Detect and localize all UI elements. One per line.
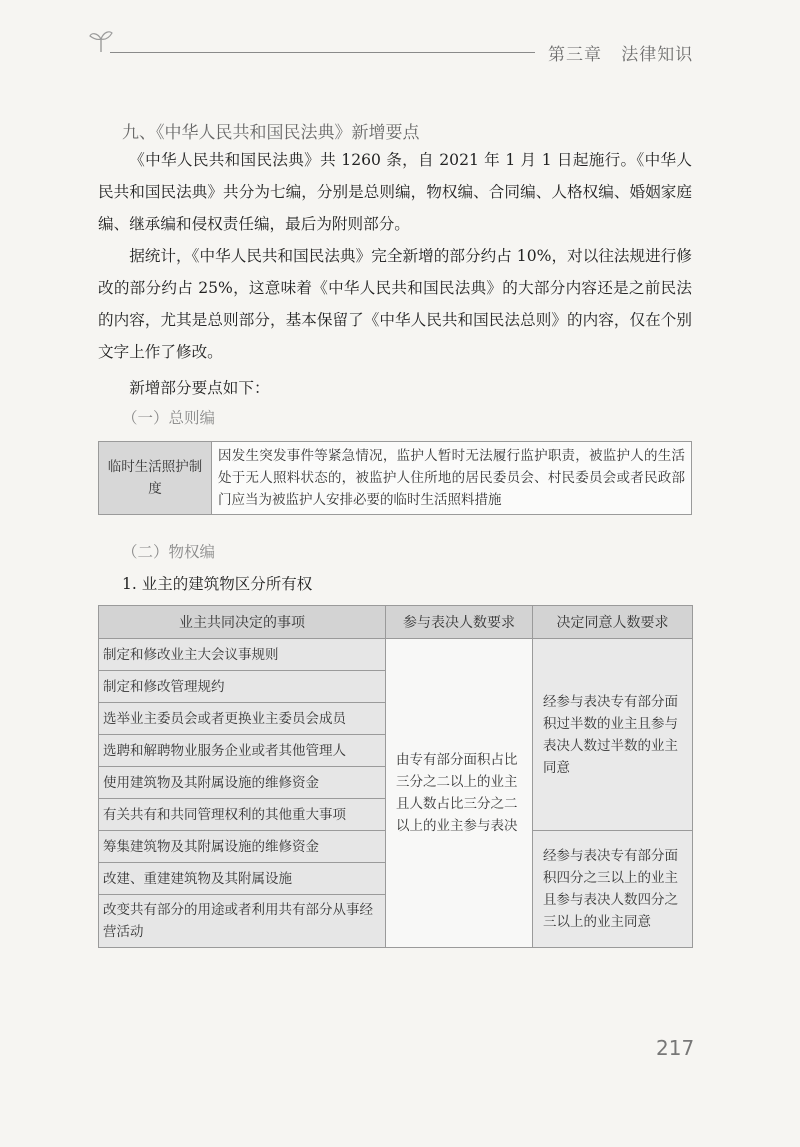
matter-item: 使用建筑物及其附属设施的维修资金: [99, 767, 386, 799]
participation-requirement: 由专有部分面积占比三分之二以上的业主且人数占比三分之二以上的业主参与表决: [386, 639, 533, 948]
matter-item: 制定和修改业主大会议事规则: [99, 639, 386, 671]
chapter-heading: [548, 40, 693, 65]
table-row: [99, 639, 693, 671]
section-title: 九、《中华人民共和国民法典》新增要点: [122, 123, 420, 143]
chapter-title: 法律知识: [621, 45, 694, 65]
column-header-items: 业主共同决定的事项: [99, 606, 386, 639]
page-header: [0, 0, 800, 80]
matter-item: 筹集建筑物及其附属设施的维修资金: [99, 831, 386, 863]
matter-item: 改变共有部分的用途或者利用共有部分从事经营活动: [99, 895, 386, 948]
table-header-row: [99, 606, 693, 639]
chapter-number: 第三章: [548, 45, 602, 65]
matter-item: 改建、重建建筑物及其附属设施: [99, 863, 386, 895]
statistics-paragraph: 据统计，《中华人民共和国民法典》完全新增的部分约占 10%，对以往法规进行修改的部分约占 25%，这意味着《中华人民共和国民法典》的大部分内容还是之前民法的内容，尤其是总则部分，基本保留了《中华人民共和国民法总则》的内容，仅在个别文字上作了修改。: [98, 247, 692, 361]
matter-item: 选举业主委员会或者更换业主委员会成员: [99, 703, 386, 735]
guardianship-label: 临时生活照护制度: [99, 442, 212, 515]
general-heading: （一）总则编: [122, 409, 216, 427]
page-number: 217: [656, 1036, 695, 1060]
sprout-icon: [88, 28, 114, 54]
column-header-participation: 参与表决人数要求: [386, 606, 533, 639]
matter-item: 选聘和解聘物业服务企业或者其他管理人: [99, 735, 386, 767]
matter-item: 有关共有和共同管理权利的其他重大事项: [99, 799, 386, 831]
matter-item: 制定和修改管理规约: [99, 671, 386, 703]
column-header-agreement: 决定同意人数要求: [533, 606, 693, 639]
table-row: [99, 442, 692, 515]
three-quarters-agreement-requirement: 经参与表决专有部分面积四分之三以上的业主且参与表决人数四分之三以上的业主同意: [533, 831, 693, 948]
points-intro: 新增部分要点如下：: [129, 379, 270, 397]
majority-agreement-requirement: 经参与表决专有部分面积过半数的业主且参与表决人数过半数的业主同意: [533, 639, 693, 831]
ownership-table: [98, 605, 693, 948]
guardianship-table: [98, 441, 692, 515]
ownership-subheading: 1. 业主的建筑物区分所有权: [122, 575, 313, 593]
intro-paragraph: 《中华人民共和国民法典》共 1260 条，自 2021 年 1 月 1 日起施行。《中华人民共和国民法典》共分为七编，分别是总则编，物权编、合同编、人格权编、婚姻家庭编、继承编和侵权责任编，最后为附则部分。: [98, 151, 692, 233]
header-rule: [110, 52, 535, 53]
property-heading: （二）物权编: [122, 543, 216, 561]
guardianship-description: 因发生突发事件等紧急情况，监护人暂时无法履行监护职责，被监护人的生活处于无人照料状态的，被监护人住所地的居民委员会、村民委员会或者民政部门应当为被监护人安排必要的临时生活照料措施: [212, 442, 692, 515]
